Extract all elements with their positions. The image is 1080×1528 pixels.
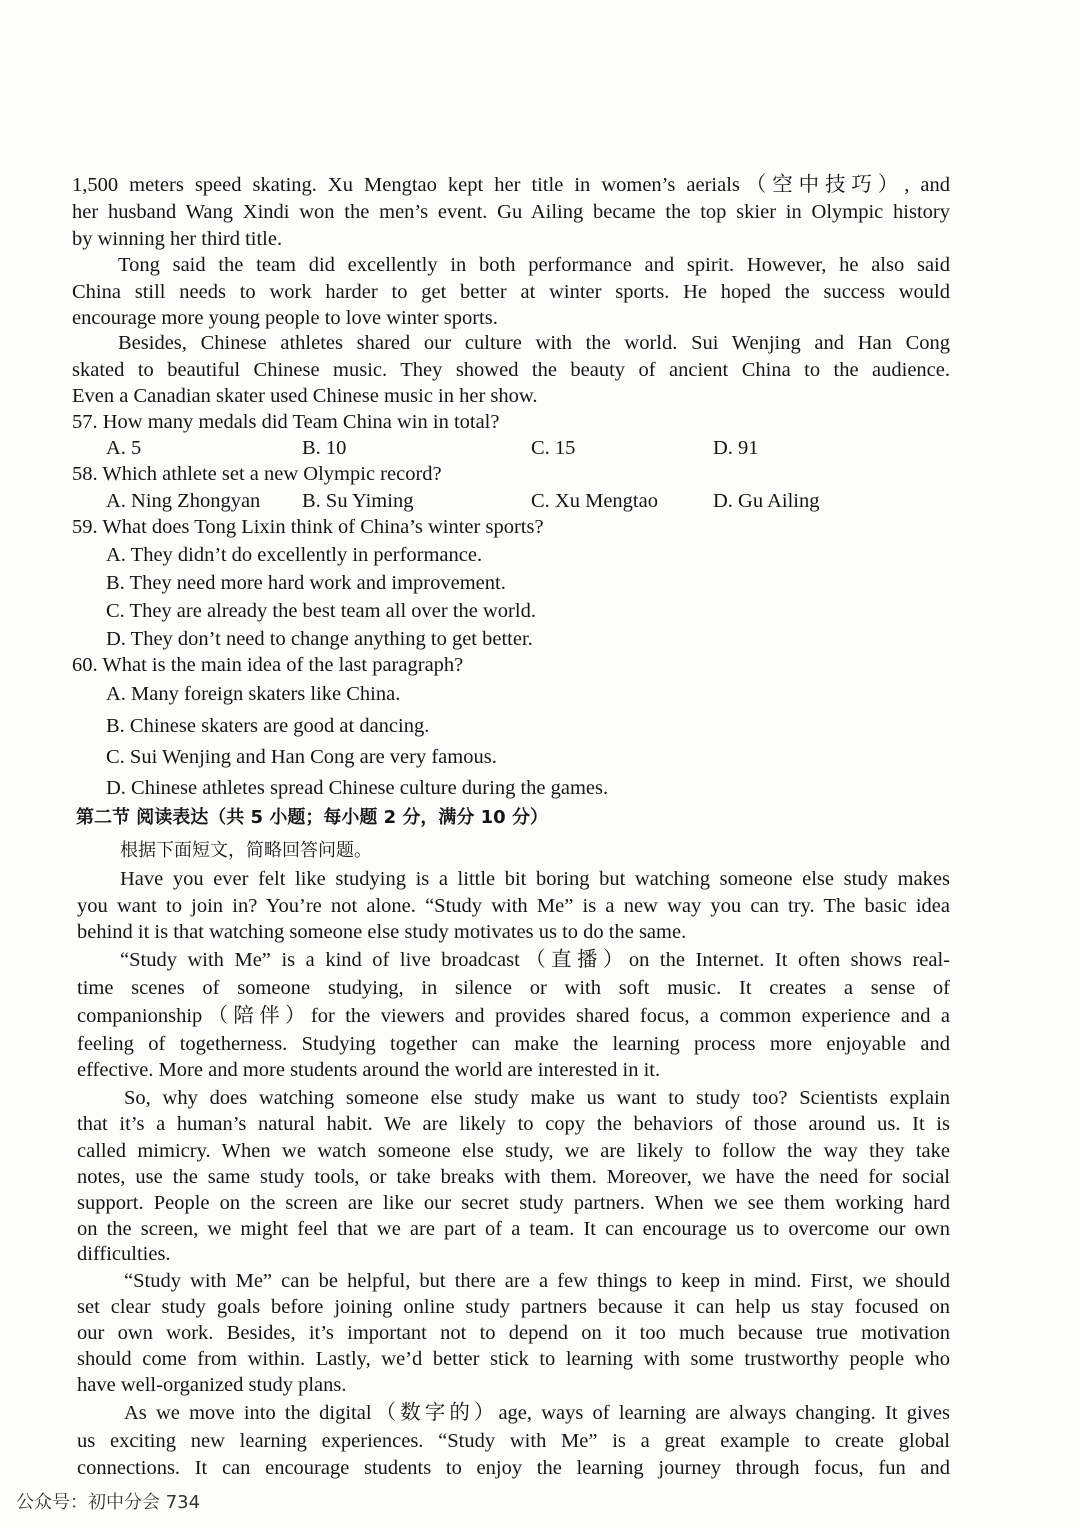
passage-line: connections. It can encourage students to enjoy the learning journey through focus, fun and bbox=[77, 1457, 950, 1479]
question-stem: 60. What is the main idea of the last paragraph? bbox=[72, 654, 464, 676]
passage-line: behind it is that watching someone else study motivates us to do the same. bbox=[77, 921, 687, 943]
passage-line: skated to beautiful Chinese music. They showed the beauty of ancient China to the audience. bbox=[72, 359, 950, 381]
passage-line: you want to join in? You’re not alone. “Study with Me” is a new way you can try. The basic idea bbox=[77, 895, 950, 917]
passage-line: on the screen, we might feel that we are part of a team. It can encourage us to overcome our own bbox=[77, 1218, 950, 1240]
passage-line: “Study with Me” is a kind of live broadcast（直播）on the Internet. It often shows real- bbox=[120, 949, 950, 971]
passage-line: Even a Canadian skater used Chinese music in her show. bbox=[72, 385, 538, 407]
passage-line: difficulties. bbox=[77, 1243, 171, 1265]
answer-option: C. Xu Mengtao bbox=[531, 490, 658, 512]
passage-line: by winning her third title. bbox=[72, 228, 283, 250]
answer-option: C. 15 bbox=[531, 437, 576, 459]
passage-line: 1,500 meters speed skating. Xu Mengtao kept her title in women’s aerials（空中技巧）, and bbox=[72, 174, 950, 196]
answer-option: B. Su Yiming bbox=[302, 490, 414, 512]
passage-line: that it’s a human’s natural habit. We are likely to copy the behaviors of those around us. It is bbox=[77, 1113, 950, 1135]
answer-option: D. Chinese athletes spread Chinese culture during the games. bbox=[106, 777, 609, 799]
passage-line: effective. More and more students around the world are interested in it. bbox=[77, 1059, 661, 1081]
passage-line: our own work. Besides, it’s important not to depend on it too much because true motivation bbox=[77, 1322, 950, 1344]
answer-option: C. Sui Wenjing and Han Cong are very famous. bbox=[106, 746, 497, 768]
passage-line: set clear study goals before joining online study partners because it can help us stay focused on bbox=[77, 1296, 950, 1318]
answer-option: A. Ning Zhongyan bbox=[106, 490, 261, 512]
passage-line: China still needs to work harder to get better at winter sports. He hoped the success would bbox=[72, 281, 950, 303]
answer-option: C. They are already the best team all over the world. bbox=[106, 600, 536, 622]
question-stem: 57. How many medals did Team China win in total? bbox=[72, 411, 500, 433]
answer-option: A. 5 bbox=[106, 437, 142, 459]
answer-option: D. Gu Ailing bbox=[713, 490, 820, 512]
footer-watermark: 公众号：初中分会 734 bbox=[16, 1492, 201, 1513]
question-stem: 59. What does Tong Lixin think of China’s winter sports? bbox=[72, 516, 544, 538]
passage-line: support. People on the screen are like our secret study partners. When we see them working hard bbox=[77, 1192, 950, 1214]
answer-option: D. 91 bbox=[713, 437, 759, 459]
section-instruction: 根据下面短文，简略回答问题。 bbox=[120, 840, 372, 861]
passage-line: companionship（陪伴）for the viewers and provides shared focus, a common experience and a bbox=[77, 1005, 950, 1027]
question-stem: 58. Which athlete set a new Olympic record? bbox=[72, 463, 442, 485]
passage-line: Tong said the team did excellently in both performance and spirit. However, he also said bbox=[118, 254, 950, 276]
passage-line: have well-organized study plans. bbox=[77, 1374, 347, 1396]
passage-line: notes, use the same study tools, or take breaks with them. Moreover, we have the need for social bbox=[77, 1166, 950, 1188]
passage-line: us exciting new learning experiences. “Study with Me” is a great example to create global bbox=[77, 1430, 950, 1452]
passage-line: feeling of togetherness. Studying together can make the learning process more enjoyable and bbox=[77, 1033, 950, 1055]
passage-line: her husband Wang Xindi won the men’s event. Gu Ailing became the top skier in Olympic history bbox=[72, 201, 950, 223]
answer-option: B. Chinese skaters are good at dancing. bbox=[106, 715, 430, 737]
answer-option: A. Many foreign skaters like China. bbox=[106, 683, 401, 705]
passage-line: Have you ever felt like studying is a little bit boring but watching someone else study makes bbox=[120, 868, 950, 890]
passage-line: should come from within. Lastly, we’d better stick to learning with some trustworthy people who bbox=[77, 1348, 950, 1370]
passage-line: encourage more young people to love winter sports. bbox=[72, 307, 498, 329]
answer-option: A. They didn’t do excellently in performance. bbox=[106, 544, 483, 566]
section-heading: 第二节 阅读表达（共 5 小题；每小题 2 分，满分 10 分） bbox=[76, 807, 548, 828]
passage-line: “Study with Me” can be helpful, but there are a few things to keep in mind. First, we should bbox=[124, 1270, 950, 1292]
passage-line: time scenes of someone studying, in silence or with soft music. It creates a sense of bbox=[77, 977, 950, 999]
answer-option: B. 10 bbox=[302, 437, 347, 459]
answer-option: D. They don’t need to change anything to get better. bbox=[106, 628, 533, 650]
passage-line: Besides, Chinese athletes shared our culture with the world. Sui Wenjing and Han Cong bbox=[118, 332, 950, 354]
passage-line: So, why does watching someone else study make us want to study too? Scientists explain bbox=[124, 1087, 950, 1109]
passage-line: called mimicry. When we watch someone else study, we are likely to follow the way they take bbox=[77, 1140, 950, 1162]
passage-line: As we move into the digital（数字的）age, ways of learning are always changing. It gives bbox=[124, 1402, 950, 1424]
answer-option: B. They need more hard work and improvement. bbox=[106, 572, 506, 594]
